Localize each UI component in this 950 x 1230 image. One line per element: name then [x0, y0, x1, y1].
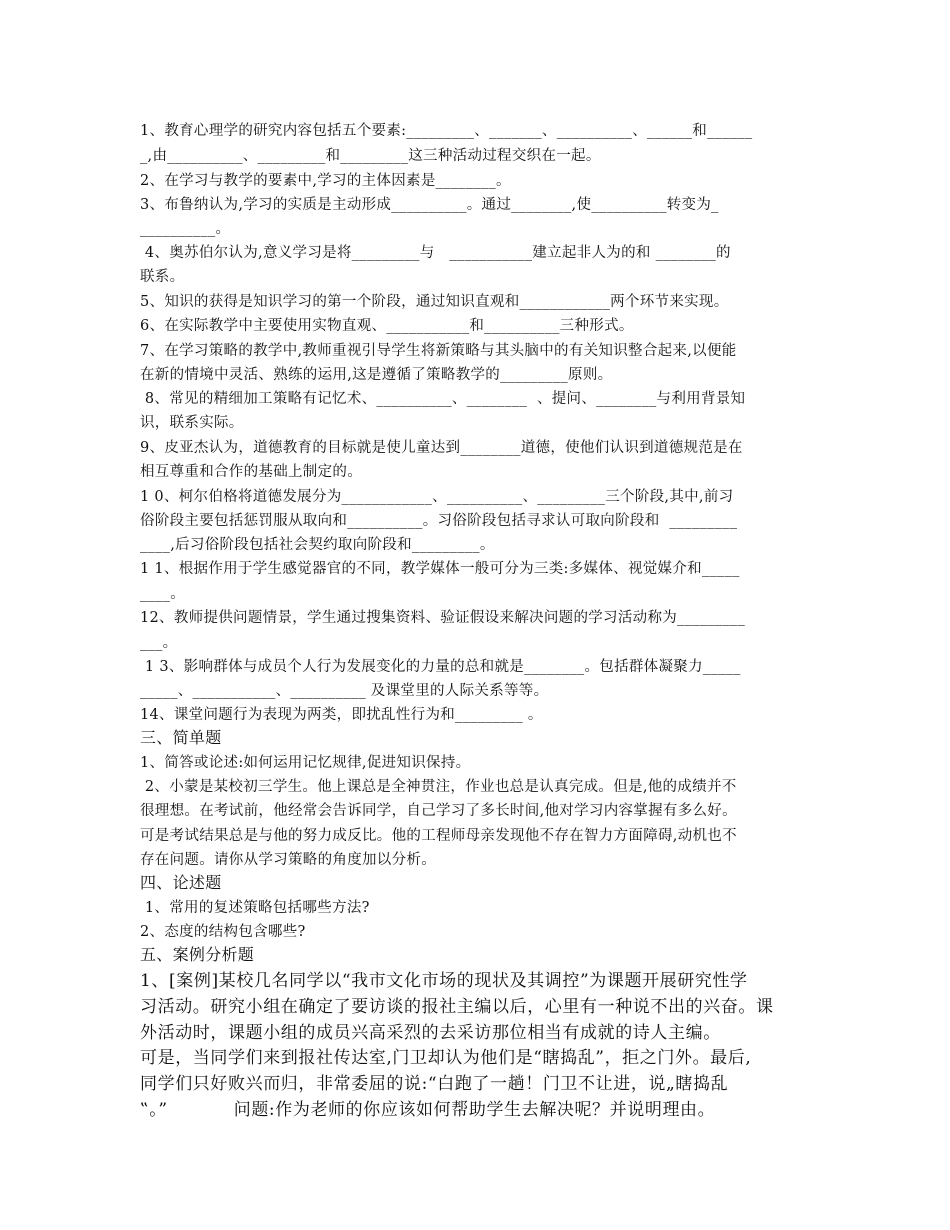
q13-line-2: _____、___________、__________ 及课堂里的人际关系等等。: [140, 683, 549, 699]
q2-line: 2、在学习与教学的要素中,学习的主体因素是________。: [140, 173, 511, 189]
q1-line-2: _,由__________、_________和_________这三种活动过程交织在一起。: [140, 148, 601, 164]
q12-line-1: 12、教师提供问题情景，学生通过搜集资料、验证假设来解决问题的学习活动称为_________: [140, 610, 745, 626]
case-line-4: 可是，当同学们来到报社传达室,门卫却认为他们是“瞎捣乱”，拒之门外。最后,: [140, 1048, 752, 1068]
q5-line: 5、知识的获得是知识学习的第一个阶段，通过知识直观和____________两个环节来实现。: [140, 294, 729, 310]
q11-line-2: ____。: [140, 586, 185, 602]
q14-line: 14、课堂问题行为表现为两类，即扰乱性行为和_________ 。: [140, 707, 543, 723]
section-4-heading: 四、论述题: [140, 873, 222, 892]
q10-line-2: 俗阶段主要包括惩罚服从取向和__________。习俗阶段包括寻求认可取向阶段和 _________: [140, 513, 738, 529]
section-3-q2-line-2: 很理想。在考试前，他经常会告诉同学，自己学习了多长时间,他对学习内容掌握有多么好。: [140, 803, 737, 819]
case-line-6: ‟。” 问题:作为老师的你应该如何帮助学生去解决呢？并说明理由。: [140, 1100, 716, 1120]
section-3-q2-line-4: 存在问题。请你从学习策略的角度加以分析。: [140, 852, 436, 868]
q10-line-1: 1 0、柯尔伯格将道德发展分为____________、__________、_________三个阶段,其中,前习: [140, 489, 734, 505]
section-3-heading: 三、简单题: [140, 728, 222, 747]
section-3-q2-line-1: 2、小蒙是某校初三学生。他上课总是全神贯注，作业也总是认真完成。但是,他的成绩并不: [140, 779, 737, 795]
q9-line-2: 相互尊重和合作的基础上制定的。: [140, 464, 362, 480]
q9-line-1: 9、皮亚杰认为，道德教育的目标就是使儿童达到________道德，使他们认识到道德规范是在: [140, 440, 743, 456]
q13-line-1: 1 3、影响群体与成员个人行为发展变化的力量的总和就是________。包括群体凝聚力_____: [140, 659, 741, 675]
q12-line-2: ___。: [140, 635, 178, 651]
q8-line-2: 识，联系实际。: [140, 415, 244, 431]
q3-line-1: 3、布鲁纳认为,学习的实质是主动形成__________。通过________,使__________转变为_: [140, 197, 719, 213]
q7-line-1: 7、在学习策略的教学中,教师重视引导学生将新策略与其头脑中的有关知识整合起来,以便能: [140, 343, 737, 359]
case-line-5: 同学们只好败兴而归，非常委屈的说:“白跑了一趟！门卫不让进，说„瞎捣乱: [140, 1074, 729, 1094]
section-3-q1: 1、简答或论述:如何运用记忆规律,促进知识保持。: [140, 755, 471, 771]
q4-line-1: 4、奥苏伯尔认为,意义学习是将_________与 ___________建立起非人为的和 ________的: [140, 245, 731, 261]
q3-line-2: __________。: [140, 221, 231, 237]
q4-line-2: 联系。: [140, 269, 185, 285]
q6-line: 6、在实际教学中主要使用实物直观、___________和__________三种形式。: [140, 318, 634, 334]
case-line-3: 外活动时，课题小组的成员兴高采烈的去采访那位相当有成就的诗人主编。: [140, 1023, 721, 1043]
q10-line-3: ____,后习俗阶段包括社会契约取向阶段和_________。: [140, 537, 495, 553]
q11-line-1: 1 1、根据作用于学生感觉器官的不同，教学媒体一般可分为三类:多媒体、视觉媒介和_____: [140, 561, 740, 577]
q1-line-1: 1、教育心理学的研究内容包括五个要素:_________、_______、__________、______和______: [140, 123, 753, 139]
q7-line-2: 在新的情境中灵活、熟练的运用,这是遵循了策略教学的_________原则。: [140, 367, 613, 383]
case-line-1: 1、[案例]某校几名同学以“我市文化市场的现状及其调控”为课题开展研究性学: [140, 971, 748, 991]
section-3-q2-line-3: 可是考试结果总是与他的努力成反比。他的工程师母亲发现他不存在智力方面障碍,动机也不: [140, 828, 737, 844]
section-4-q1: 1、常用的复述策略包括哪些方法?: [140, 900, 370, 916]
q8-line-1: 8、常见的精细加工策略有记忆术、__________、________ 、提问、________与利用背景知: [140, 391, 746, 407]
case-line-2: 习活动。研究小组在确定了要访谈的报社主编以后，心里有一种说不出的兴奋。课: [140, 997, 774, 1017]
section-5-heading: 五、案例分析题: [140, 945, 255, 964]
section-4-q2: 2、态度的结构包含哪些?: [140, 924, 306, 940]
